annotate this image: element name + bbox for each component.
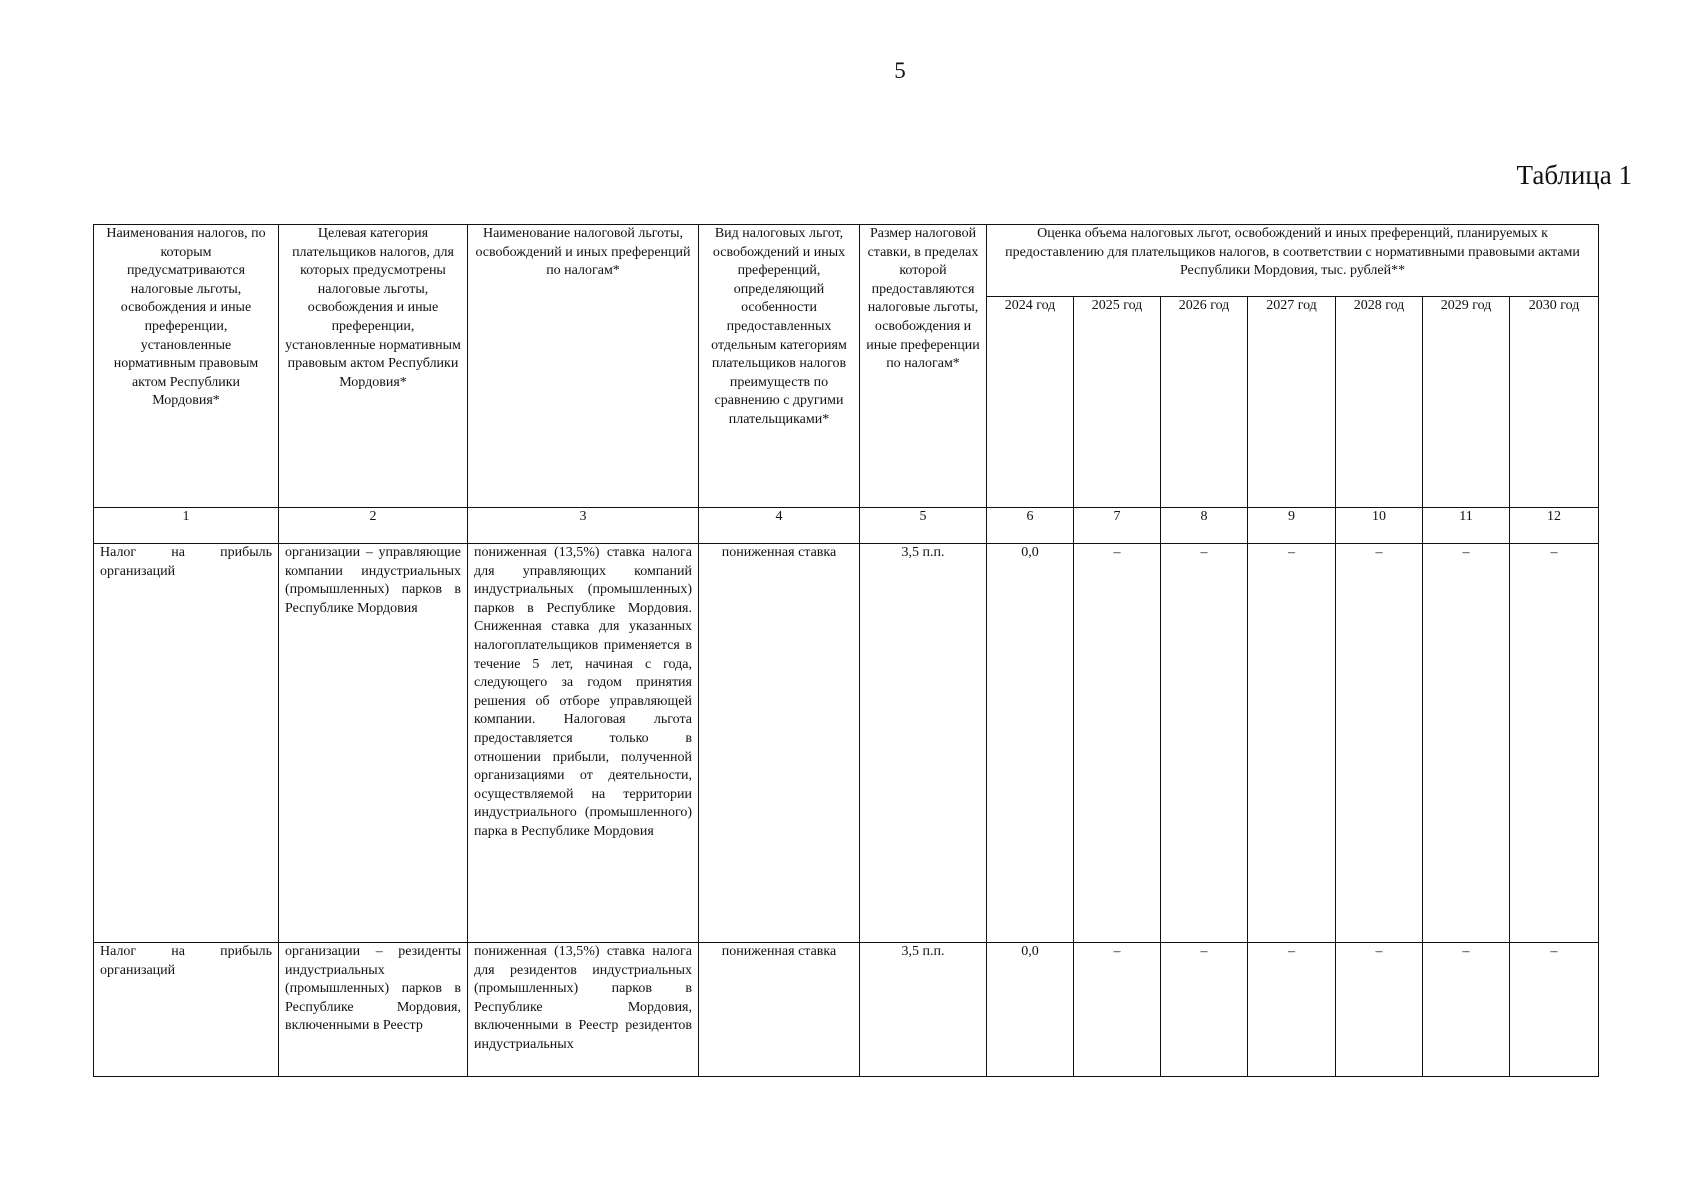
header-year: 2028 год xyxy=(1336,297,1423,508)
header-year: 2030 год xyxy=(1510,297,1599,508)
column-number: 11 xyxy=(1423,508,1510,544)
page-number: 5 xyxy=(894,58,906,83)
column-number: 12 xyxy=(1510,508,1599,544)
header-year: 2025 год xyxy=(1074,297,1161,508)
benefit-type-cell: пониженная ставка xyxy=(699,943,860,1077)
header-year: 2027 год xyxy=(1248,297,1336,508)
value-cell: – xyxy=(1510,943,1599,1077)
header-benefit-name: Наименование налоговой льготы, освобождений и иных преференций по налогам* xyxy=(468,225,699,508)
value-cell: – xyxy=(1074,943,1161,1077)
column-number: 9 xyxy=(1248,508,1336,544)
header-year: 2029 год xyxy=(1423,297,1510,508)
value-cell: 0,0 xyxy=(987,943,1074,1077)
header-target-category: Целевая категория плательщиков налогов, для которых предусмотрены налоговые льготы, освобождения и иные преференции, установленные нормативным правовым актом Республики Мордовия* xyxy=(279,225,468,508)
column-number: 3 xyxy=(468,508,699,544)
value-cell: – xyxy=(1248,544,1336,943)
header-benefit-type: Вид налоговых льгот, освобождений и иных преференций, определяющий особенности предоставленных отдельным категориям плательщиков налогов преимуществ по сравнению с другими плательщиками* xyxy=(699,225,860,508)
table-row xyxy=(94,943,1599,1077)
benefit-name-cell: пониженная (13,5%) ставка налога для управляющих компаний индустриальных (промышленных) парков в Республике Мордовия. Сниженная ставка для указанных налогоплательщиков применяется в течение 5 лет, начиная с года, следующего за годом принятия решения об отборе управляющей компании. Налоговая льгота предоставляется только в отношении прибыли, полученной организациями от деятельности, осуществляемой на территории индустриального (промышленного) парка в Республике Мордовия xyxy=(468,544,699,943)
tax-name-cell: Налог на прибыль организаций xyxy=(94,943,279,1077)
column-number: 5 xyxy=(860,508,987,544)
value-cell: – xyxy=(1423,544,1510,943)
value-cell: – xyxy=(1161,943,1248,1077)
value-cell: – xyxy=(1161,544,1248,943)
value-cell: 0,0 xyxy=(987,544,1074,943)
table-caption: Таблица 1 xyxy=(1516,160,1632,190)
column-number: 10 xyxy=(1336,508,1423,544)
header-estimate-group: Оценка объема налоговых льгот, освобождений и иных преференций, планируемых к предоставлению для плательщиков налогов, в соответствии с нормативными правовыми актами Республики Мордовия, тыс. рублей** xyxy=(987,225,1599,297)
value-cell: – xyxy=(1248,943,1336,1077)
column-number: 4 xyxy=(699,508,860,544)
value-cell: – xyxy=(1336,544,1423,943)
benefit-type-cell: пониженная ставка xyxy=(699,544,860,943)
column-number: 1 xyxy=(94,508,279,544)
value-cell: – xyxy=(1336,943,1423,1077)
header-year: 2024 год xyxy=(987,297,1074,508)
value-cell: – xyxy=(1423,943,1510,1077)
header-year: 2026 год xyxy=(1161,297,1248,508)
header-row-top xyxy=(94,225,1599,297)
table-row xyxy=(94,544,1599,943)
benefit-name-cell: пониженная (13,5%) ставка налога для резидентов индустриальных (промышленных) парков в Республике Мордовия, включенными в Реестр резидентов индустриальных xyxy=(468,943,699,1077)
column-number: 7 xyxy=(1074,508,1161,544)
header-rate-size: Размер налоговой ставки, в пределах которой предоставляются налоговые льготы, освобождения и иные преференции по налогам* xyxy=(860,225,987,508)
rate-cell: 3,5 п.п. xyxy=(860,544,987,943)
column-number: 8 xyxy=(1161,508,1248,544)
tax-benefits-table xyxy=(93,224,1599,1077)
value-cell: – xyxy=(1510,544,1599,943)
column-number: 2 xyxy=(279,508,468,544)
header-tax-names: Наименования налогов, по которым предусматриваются налоговые льготы, освобождения и иные преференции, установленные нормативным правовым актом Республики Мордовия* xyxy=(94,225,279,508)
column-numbers-row xyxy=(94,508,1599,544)
rate-cell: 3,5 п.п. xyxy=(860,943,987,1077)
column-number: 6 xyxy=(987,508,1074,544)
target-category-cell: организации – резиденты индустриальных (промышленных) парков в Республике Мордовия, включенными в Реестр xyxy=(279,943,468,1077)
target-category-cell: организации – управляющие компании индустриальных (промышленных) парков в Республике Мордовия xyxy=(279,544,468,943)
tax-name-cell: Налог на прибыль организаций xyxy=(94,544,279,943)
value-cell: – xyxy=(1074,544,1161,943)
